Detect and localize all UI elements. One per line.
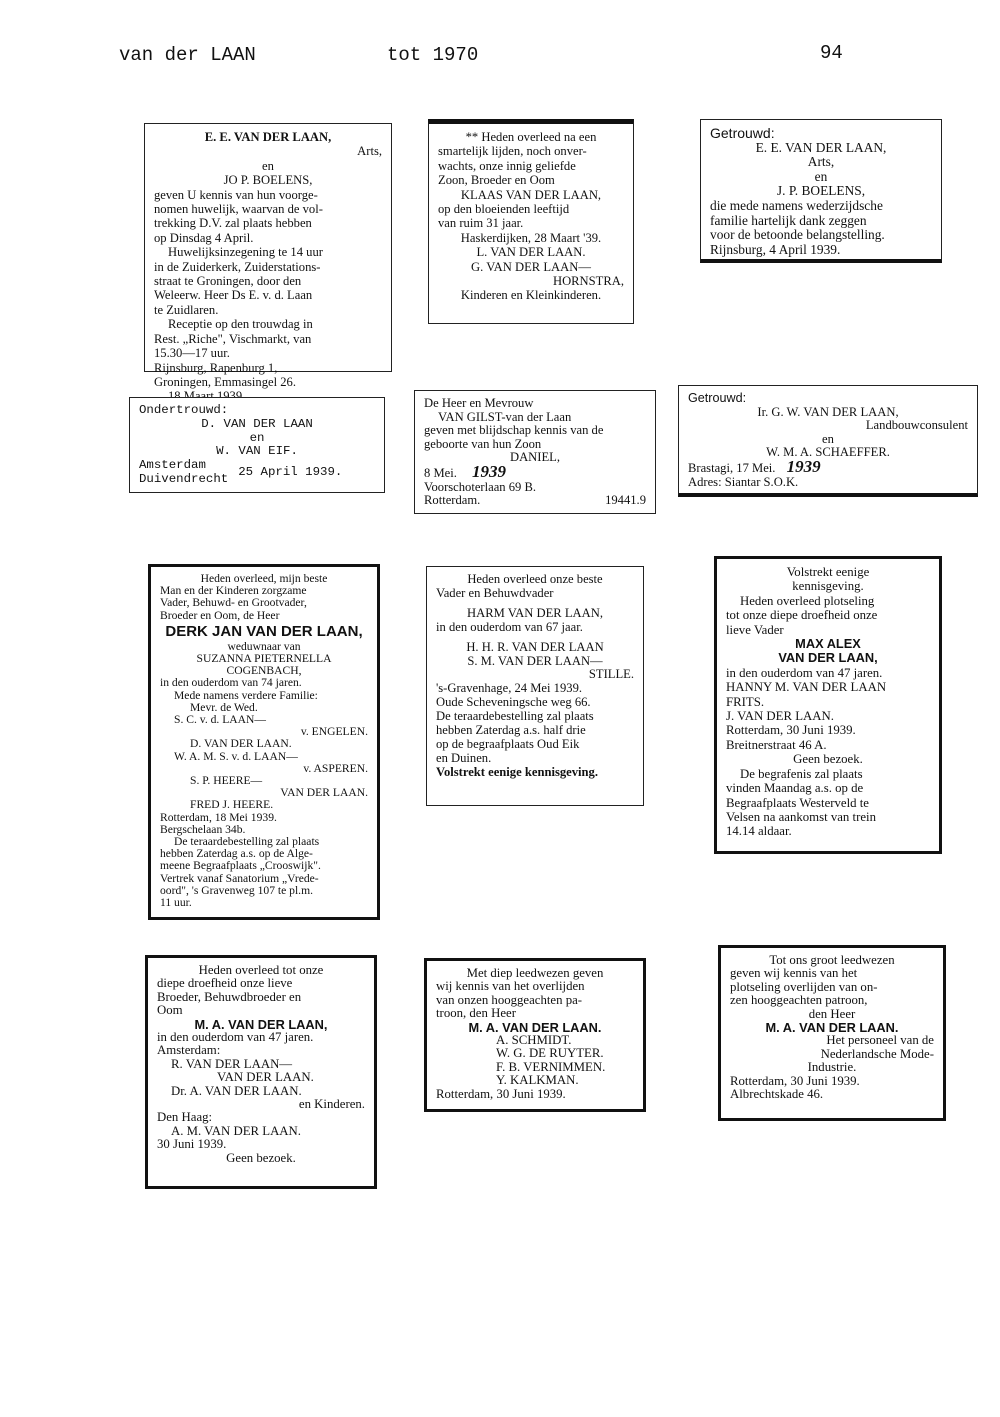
deceased-first-names: MAX ALEX [795, 637, 861, 652]
text-line: geven met blijdschap kennis van de [424, 424, 604, 438]
signatory: H. H. R. VAN DER LAAN [466, 640, 604, 654]
text-line: Begraafplaats Westerveld te [726, 795, 869, 810]
date-line: Rotterdam, 30 Juni 1939. [726, 723, 856, 738]
place-line: Amsterdam [139, 459, 206, 473]
text-line: ** Heden overleed na een [465, 130, 597, 144]
notice-line: Geen bezoek. [226, 1151, 296, 1165]
text-line: voor de betoonde belangstelling. [710, 228, 885, 243]
text-line: Weleerw. Heer Ds E. v. d. Laan [154, 288, 313, 303]
text-line: Heden overleed tot onze [198, 964, 324, 977]
text-line: en [814, 169, 828, 184]
address-line: Voorschoterlaan 69 B. [424, 480, 537, 494]
clipping-death-ma-family [145, 955, 377, 1189]
signatory: A. M. VAN DER LAAN. [171, 1124, 301, 1138]
date-line: 30 Juni 1939. [157, 1138, 227, 1152]
signatory: S. P. HEERE— [190, 775, 263, 788]
signatory: G. VAN DER LAAN— [471, 259, 591, 274]
text-line: 15.30—17 uur. [154, 346, 230, 361]
text-line: Rest. „Riche", Vischmarkt, van [154, 331, 312, 346]
groom-name: D. VAN DER LAAN [201, 417, 313, 431]
signatory: en Kinderen. [298, 1098, 365, 1112]
text-line: De Heer en Mevrouw [424, 397, 534, 410]
city: Rotterdam. [424, 494, 481, 508]
text-line: in den ouderdom van 47 jaren. [726, 665, 883, 680]
signatory: D. VAN DER LAAN. [190, 738, 292, 751]
page-header-period: tot 1970 [387, 44, 479, 66]
clipping-death-harm [426, 566, 644, 806]
text-line: Receptie op den trouwdag in [168, 317, 313, 332]
date-line: Rijnsburg, 4 April 1939. [710, 242, 841, 257]
groom-title: Arts, [807, 155, 835, 170]
groom-title: Landbouwconsulent [865, 419, 968, 433]
clipping-marriage-announcement [144, 123, 392, 389]
text-line: Broeder en Oom, de Heer [160, 609, 280, 622]
text-line: zen hooggeachten patroon, [730, 994, 868, 1008]
text-line: Man en der Kinderen zorgzame [160, 585, 307, 598]
text-line: hebben Zaterdag a.s. half drie [436, 724, 586, 738]
text-line: en [262, 158, 274, 173]
text-line: in den ouderdom van 74 jaren. [160, 677, 302, 690]
signatory: J. VAN DER LAAN. [726, 709, 834, 724]
text-line: Groningen, Emmasingel 26. [154, 374, 297, 389]
text-line: Vader en Behuwdvader [436, 586, 554, 600]
text-line: weduwnaar van [227, 640, 301, 653]
text-line: en [249, 431, 265, 445]
clipping-death-klaas [428, 119, 634, 324]
deceased-name: M. A. VAN DER LAAN, [194, 1017, 328, 1032]
text-line: Zoon, Broeder en Oom [438, 173, 555, 188]
date-line [688, 460, 968, 476]
text-line: Velsen na aankomst van trein [726, 809, 876, 824]
text-line: Oom [157, 1004, 183, 1018]
text-line: Tot ons groot leedwezen [769, 954, 895, 967]
signatory: Kinderen en Kleinkinderen. [460, 288, 602, 303]
text-line: Heden overleed plotseling [740, 593, 875, 608]
text-line: in de Zuiderkerk, Zuiderstations- [154, 259, 321, 274]
text-line: Mede namens verdere Familie: [174, 689, 318, 702]
signatory: Industrie. [807, 1061, 857, 1075]
text-line: en [822, 432, 834, 446]
text-line: troon, den Heer [436, 1007, 516, 1021]
bride-name: JO P. BOELENS, [223, 173, 313, 188]
text-line: lieve Vader [726, 622, 784, 637]
address-line: Adres: Siantar S.O.K. [688, 475, 799, 489]
clipping-birth [414, 390, 656, 514]
bride-name: W. VAN EIF. [216, 445, 298, 459]
signatory: FRED J. HEERE. [190, 799, 274, 812]
text-line: familie hartelijk dank zeggen [710, 213, 867, 228]
date-line: Rotterdam, 30 Juni 1939. [436, 1087, 566, 1101]
text-line: Broeder, Behuwdbroeder en [157, 990, 302, 1004]
text-line: hebben Zaterdag a.s. op de Alge- [160, 848, 313, 861]
notice-line: kennisgeving. [792, 579, 864, 594]
text-line: in den ouderdom van 47 jaren. [157, 1031, 314, 1045]
heading: Getrouwd: [688, 392, 747, 405]
date-line: Rotterdam, 30 Juni 1939. [730, 1074, 860, 1088]
signatory: v. ASPEREN. [303, 762, 368, 775]
handwritten-year: 1939 [786, 459, 821, 476]
page-header-family: van der LAAN [119, 44, 256, 66]
signatory: A. SCHMIDT. [496, 1034, 572, 1048]
text-line: De teraardebestelling zal plaats [174, 836, 320, 849]
heading: Getrouwd: [710, 126, 775, 141]
text-line: oord", 's Gravenweg 107 te pl.m. [160, 884, 314, 897]
text-line: wij kennis van het overlijden [436, 980, 585, 994]
text-line: Huwelijksinzegening te 14 uur [168, 245, 323, 260]
groom-name: E. E. VAN DER LAAN, [755, 140, 887, 155]
signatory: HORNSTRA, [552, 274, 624, 289]
text-line: trekking D.V. zal plaats hebben [154, 216, 312, 231]
page-number: 94 [820, 42, 843, 64]
date-text: 8 Mei. [424, 465, 457, 480]
child-name: DANIEL, [509, 451, 560, 465]
text-line: diepe droefheid onze lieve [157, 977, 293, 991]
date-line: 's-Gravenhage, 24 Mei 1939. [436, 682, 583, 696]
text-line: smartelijk lijden, noch onver- [438, 144, 587, 159]
text-line: meene Begraafplaats „Crooswijk". [160, 860, 321, 873]
signatory: Mevr. de Wed. [190, 701, 258, 714]
groom-name: E. E. VAN DER LAAN, [204, 130, 332, 144]
heading: Ondertrouwd: [139, 404, 229, 417]
text-line: straat te Groningen, door den [154, 274, 302, 289]
place-line: Duivendrecht [139, 472, 229, 486]
text-line: van onzen hooggeachten pa- [436, 993, 583, 1007]
clipping-death-ma-personnel [718, 945, 946, 1121]
clipping-married-brastagi [678, 385, 978, 497]
notice-line: Volstrekt eenige kennisgeving. [436, 765, 598, 779]
signatory: Het personeel van de [826, 1034, 934, 1048]
address-line: Oude Scheveningsche weg 66. [436, 696, 591, 710]
text-line: op den bloeienden leeftijd [438, 202, 570, 217]
groom-name: Ir. G. W. VAN DER LAAN, [757, 405, 899, 419]
bride-name: J. P. BOELENS, [776, 184, 866, 199]
text-line: Met diep leedwezen geven [466, 967, 604, 980]
footer-line [424, 494, 646, 508]
notice-line: Volstrekt eenige [786, 565, 870, 579]
signatory: S. M. VAN DER LAAN— [467, 654, 603, 668]
deceased-name: M. A. VAN DER LAAN. [765, 1021, 899, 1035]
text-line: te Zuidlaren. [154, 302, 219, 317]
text-line: in den ouderdom van 67 jaar. [436, 620, 583, 634]
text-line: plotseling overlijden van on- [730, 980, 878, 994]
text-line: nomen huwelijk, waarvan de vol- [154, 202, 323, 217]
text-line: Heden overleed onze beste [467, 573, 603, 586]
signatory: VAN DER LAAN. [217, 1071, 314, 1085]
signatory: W. G. DE RUYTER. [496, 1047, 604, 1061]
deceased-name: DERK JAN VAN DER LAAN, [165, 622, 363, 640]
text-line: tot onze diepe droefheid onze [726, 608, 878, 623]
signatory: W. A. M. S. v. d. LAAN— [174, 750, 298, 763]
bride-name: W. M. A. SCHAEFFER. [766, 446, 890, 460]
deceased-name: HARM VAN DER LAAN, [467, 606, 603, 620]
text-line: De begrafenis zal plaats [740, 766, 863, 781]
text-line: 14.14 aldaar. [726, 824, 792, 839]
deceased-name: M. A. VAN DER LAAN. [468, 1020, 602, 1035]
clipping-engagement [129, 397, 385, 493]
place-date-block [139, 459, 375, 487]
signatory: STILLE. [588, 668, 634, 682]
date-line: Rotterdam, 18 Mei 1939. [160, 811, 277, 824]
clipping-death-ma-staff [424, 958, 646, 1112]
handwritten-year: 1939 [472, 464, 507, 481]
text-line: op de begraafplaats Oud Eik [436, 737, 580, 751]
signatory: Nederlandsche Mode- [820, 1047, 934, 1061]
deceased-name: KLAAS VAN DER LAAN, [460, 187, 602, 202]
address-line: Albrechtskade 46. [730, 1088, 824, 1102]
signatory: S. C. v. d. LAAN— [174, 714, 267, 727]
date-line [424, 465, 646, 481]
signatory: R. VAN DER LAAN— [171, 1057, 293, 1071]
text-line: vinden Maandag a.s. op de [726, 781, 864, 796]
groom-title: Arts, [357, 144, 382, 159]
parents-name: VAN GILST-van der Laan [438, 410, 572, 424]
text-line: geven wij kennis van het [730, 967, 858, 981]
signatory: L. VAN DER LAAN. [476, 245, 586, 260]
text-line: geboorte van hun Zoon [424, 437, 542, 451]
clipping-death-derk-jan [148, 564, 380, 920]
date-line: Haskerdijken, 28 Maart '39. [460, 230, 602, 245]
date-line: 25 April 1939. [238, 466, 343, 480]
spouse-name: SUZANNA PIETERNELLA [196, 653, 332, 666]
text-line: Rijnsburg, Rapenburg 1, [154, 360, 278, 375]
signatory: F. B. VERNIMMEN. [496, 1060, 606, 1074]
notice-line: Geen bezoek. [793, 752, 863, 767]
text-line: Vertrek vanaf Sanatorium „Vrede- [160, 872, 319, 885]
text-line: geven U kennis van hun voorge- [154, 187, 318, 202]
text-line: die mede namens wederzijdsche [710, 198, 883, 213]
address-line: Breitnerstraat 46 A. [726, 737, 827, 752]
text-line: De teraardebestelling zal plaats [436, 710, 594, 724]
signatory: v. ENGELEN. [300, 726, 368, 739]
text-line: Heden overleed, mijn beste [200, 573, 328, 585]
text-line: wachts, onze innig geliefde [438, 158, 576, 173]
date-text: Brastagi, 17 Mei. [688, 460, 776, 475]
signatory: VAN DER LAAN. [280, 787, 368, 800]
clipping-married-thanks [700, 119, 942, 263]
text-line: den Heer [808, 1007, 856, 1021]
signatory: HANNY M. VAN DER LAAN [726, 680, 887, 695]
clipping-death-max-alex [714, 556, 942, 854]
text-line: van ruim 31 jaar. [438, 216, 524, 231]
signatory: FRITS. [726, 694, 765, 709]
city: Den Haag: [157, 1111, 213, 1125]
signatory: Dr. A. VAN DER LAAN. [171, 1084, 302, 1098]
text-line: 11 uur. [160, 897, 192, 910]
text-line: op Dinsdag 4 April. [154, 230, 254, 245]
text-line: Vader, Behuwd- en Grootvader, [160, 597, 307, 610]
deceased-surname: VAN DER LAAN, [778, 651, 878, 666]
spouse-name: COGENBACH, [226, 665, 302, 678]
signatory: Y. KALKMAN. [496, 1074, 579, 1088]
city: Amsterdam: [157, 1044, 221, 1058]
text-line: en Duinen. [436, 751, 492, 765]
address-line: Bergschelaan 34b. [160, 823, 246, 836]
ad-number: 19441.9 [605, 494, 646, 508]
